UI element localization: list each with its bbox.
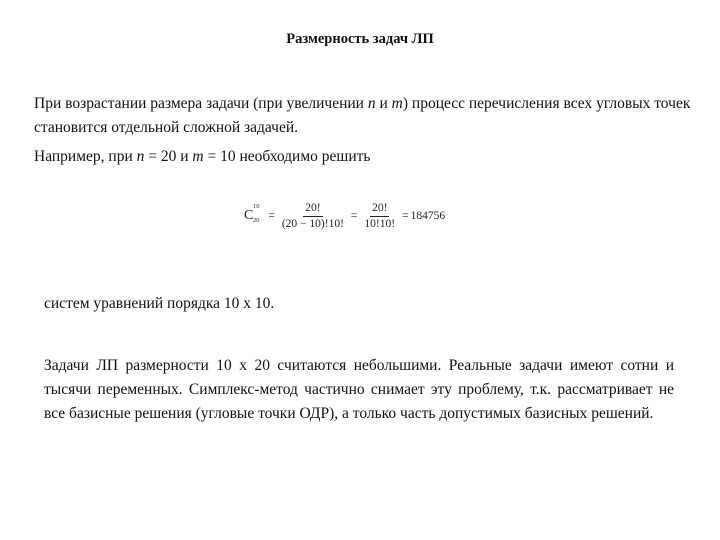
fraction-denominator: (20 − 10)!10! — [281, 217, 344, 230]
variable-n: n — [367, 95, 376, 112]
equals-sign: = — [402, 210, 409, 222]
text-fragment: = 20 и — [144, 148, 193, 165]
paragraph-simplex: Задачи ЛП размерности 10 x 20 считаются небольшими. Реальные задачи имеют сотни и тысячи переменных. Симплекс-метод частично снимает эту проблему, т.к. рассматривает не все базисные решения (угловые точки ОДР), а только часть допустимых базисных решений. — [44, 357, 674, 422]
formula-result: 184756 — [410, 210, 446, 222]
paragraph-example — [34, 145, 694, 169]
text-fragment: ) процесс перечисления всех угловых точек становится отдельной сложной задачей. — [34, 95, 691, 136]
combination-formula — [244, 198, 445, 234]
fraction-first — [280, 202, 346, 231]
combination-letter: C — [244, 208, 254, 223]
equals-sign: = — [268, 210, 275, 222]
combination-symbol — [244, 203, 263, 224]
text-fragment: = 10 необходимо решить — [203, 148, 371, 165]
fraction-second — [362, 202, 397, 231]
fraction-numerator: 20! — [303, 202, 322, 217]
variable-n: n — [136, 148, 145, 165]
paragraph-systems: систем уравнений порядка 10 x 10. — [44, 295, 275, 312]
fraction-numerator: 20! — [370, 202, 389, 217]
paragraph-growth — [34, 92, 694, 140]
variable-m: m — [192, 148, 204, 165]
text-fragment: и — [375, 95, 392, 112]
fraction-denominator: 10!10! — [364, 217, 396, 230]
variable-m: m — [391, 95, 403, 112]
text-fragment: Например, при — [34, 148, 137, 165]
slide-title: Размерность задач ЛП — [286, 31, 434, 47]
combination-subscript: 20 — [253, 217, 260, 224]
equals-sign: = — [350, 210, 358, 222]
combination-superscript: 10 — [253, 203, 260, 210]
text-fragment: При возрастании размера задачи (при увеличении — [34, 95, 368, 112]
